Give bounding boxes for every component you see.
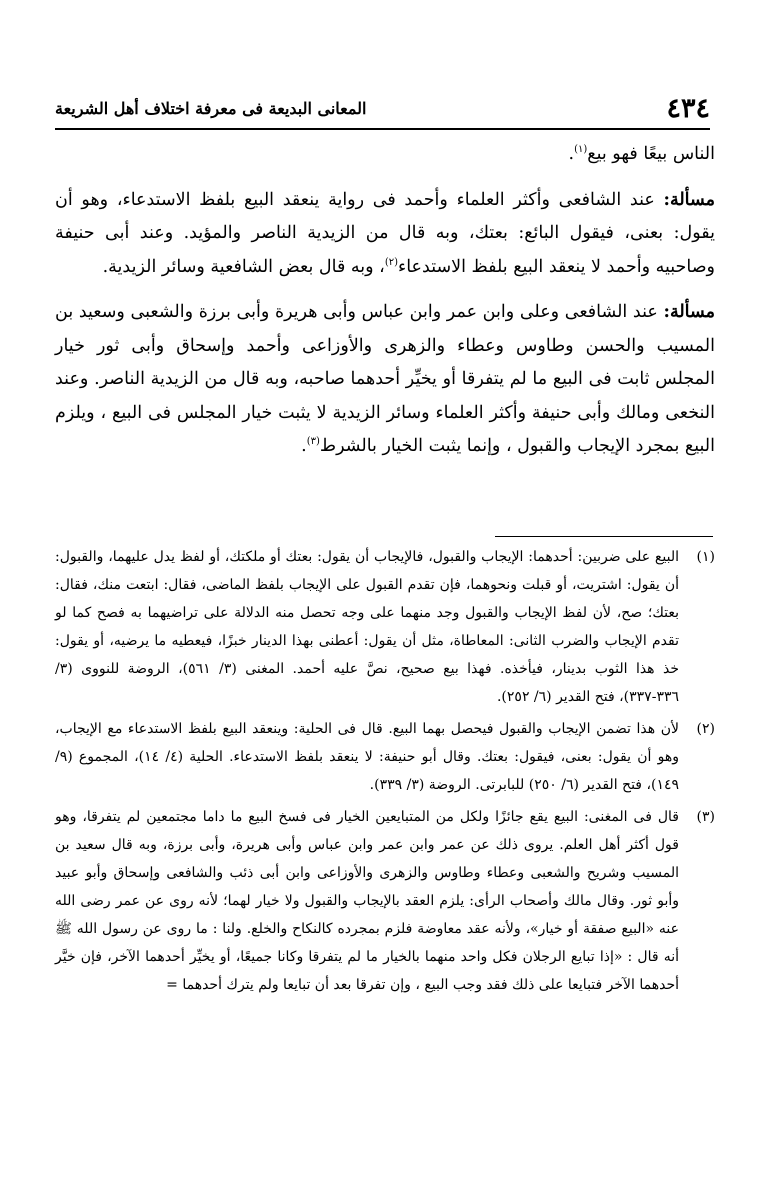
paragraph-tail: . <box>301 436 307 456</box>
footnote <box>55 803 715 999</box>
footnote-divider <box>495 536 713 537</box>
page-header <box>55 88 710 130</box>
issue-label: مسألة: <box>663 302 715 322</box>
paragraph-text: عند الشافعى وأكثر العلماء وأحمد فى رواية ينعقد البيع بلفظ الاستدعاء، وهو أن يقول: بعنى، فيقول البائع: بعتك، وبه قال من الزيدية الناصر والمؤيد. وعند أبى حنيفة وصاحبيه وأحمد لا ينعقد البيع بلفظ الاستدعاء <box>55 189 715 277</box>
paragraph <box>55 138 715 172</box>
footnote-number: (١) <box>696 549 715 565</box>
paragraph-tail: . <box>568 144 575 164</box>
running-title: المعانى البديعة فى معرفة اختلاف أهل الشريعة <box>55 98 367 118</box>
main-text <box>55 138 715 464</box>
footnotes <box>55 543 715 1003</box>
paragraph <box>55 184 715 285</box>
footnote-number: (٢) <box>696 721 715 737</box>
page-number: ٤٣٤ <box>666 92 710 124</box>
footnote <box>55 715 715 799</box>
paragraph-text: الناس بيعًا فهو بيع <box>587 144 715 164</box>
footnote-text: لأن هذا تضمن الإيجاب والقبول فيحصل بهما البيع. قال فى الحلية: وينعقد البيع بلفظ الاستدعاء مع الإيجاب، وهو أن يقول: بعنى، فيقول: بعتك. وقال أبو حنيفة: لا ينعقد بلفظ الاستدعاء. الحلية (٤/ ١٤)، المجموع (٩/ ١٤٩)، فتح القدير (٦/ ٢٥٠) للبابرتى. الروضة (٣/ ٣٣٩). <box>55 721 679 793</box>
issue-label: مسألة: <box>663 189 715 210</box>
footnote-text: قال فى المغنى: البيع يقع جائزًا ولكل من المتبايعين الخيار فى فسخ البيع ما داما مجتمعين لم يتفرقا، وهو قول أكثر أهل العلم. يروى ذلك عن عمر وابن عمر وابن عباس وأبى هريرة، وأبى برزة، وبه قال سعيد بن المسيب وشريح والشعبى وعطاء وطاوس والزهرى والأوزاعى وابن أبى ذئب والشافعى وإسحاق وأبو عبيد وأبو ثور. وقال مالك وأصحاب الرأى: يلزم العقد بالإيجاب والقبول ولا خيار لهما؛ لأنه روى عن عمر رضى الله عنه «البيع صفقة أو خيار»، ولأنه عقد معاوضة فلزم بمجرده كالنكاح والخلع. ولنا : ما روى عن رسول الله ﷺ أنه قال : «إذا تبايع الرجلان فكل واحد منهما بالخيار ما لم يتفرقا وكانا جميعًا، أو يخيِّر أحدهما الآخر، فإن خيَّر أحدهما الآخر فتبايعا على ذلك فقد وجب البيع ، وإن تفرقا بعد أن تبايعا ولم يترك أحدهما = <box>55 809 679 993</box>
footnote-text: البيع على ضربين: أحدهما: الإيجاب والقبول، فالإيجاب أن يقول: بعتك أو ملكتك، أو لفظ يدل عليهما، والقبول: أن يقول: اشتريت، أو قبلت ونحوهما، فإن تقدم القبول على الإيجاب بلفظ الماضى، فقال: ابتعت منك، فقال: بعتك؛ صح، لأن لفظ الإيجاب والقبول وجد منهما على وجه تحصل منه الدلالة على تراضيهما به فصح كما لو تقدم الإيجاب والضرب الثانى: المعاطاة، مثل أن يقول: أعطنى بهذا الدينار خبزًا، فيعطيه ما يرضيه، أو يقول: خذ هذا الثوب بدينار، فيأخذه. فهذا بيع صحيح، نصَّ عليه أحمد. المغنى (٣/ ٥٦١)، الروضة للنووى (٣/ ٣٣٦-٣٣٧)، فتح القدير (٦/ ٢٥٢). <box>55 549 679 705</box>
footnote-ref[interactable]: (١) <box>574 144 588 156</box>
footnote-ref[interactable]: (٢) <box>384 256 398 268</box>
paragraph <box>55 296 715 464</box>
paragraph-text: عند الشافعى وعلى وابن عمر وابن عباس وأبى هريرة وأبى برزة والشعبى وسعيد بن المسيب والحسن وطاوس وعطاء والزهرى والأوزاعى وأحمد وإسحاق وأبى ثور خيار المجلس ثابت فى البيع ما لم يتفرقا أو يخيِّر أحدهما صاحبه، وبه قال من الزيدية الناصر. وعند النخعى ومالك وأبى حنيفة وأكثر العلماء وسائر الزيدية لا يثبت خيار المجلس فى البيع ، ويلزم البيع بمجرد الإيجاب والقبول ، وإنما يثبت الخيار بالشرط <box>55 302 715 456</box>
footnote <box>55 543 715 711</box>
footnote-ref[interactable]: (٣) <box>306 436 320 448</box>
paragraph-tail: ، وبه قال بعض الشافعية وسائر الزيدية. <box>102 256 385 277</box>
footnote-number: (٣) <box>696 809 715 825</box>
